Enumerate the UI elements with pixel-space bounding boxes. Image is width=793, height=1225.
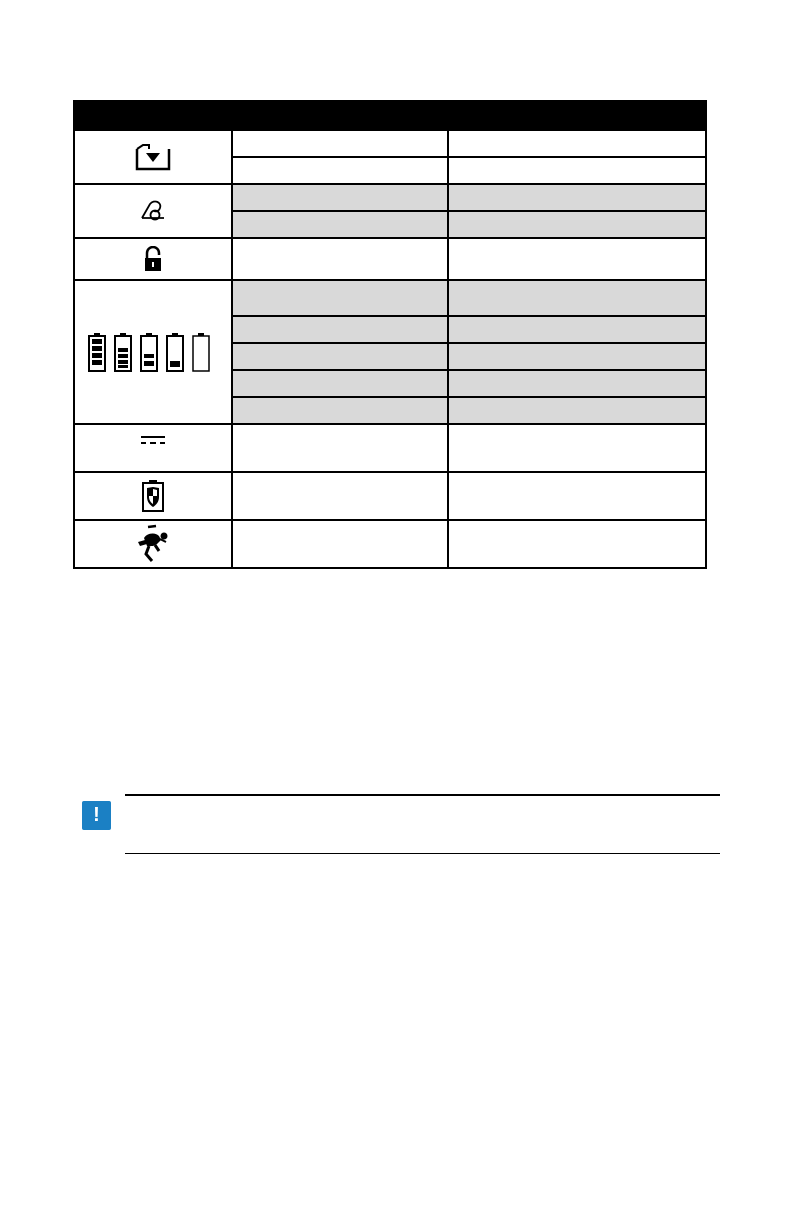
- header-cell: [448, 101, 706, 130]
- table-row: [74, 238, 706, 280]
- dc-power-icon: [140, 435, 166, 445]
- padlock-icon: [143, 246, 163, 272]
- icon-cell: [74, 238, 232, 280]
- table-cell: [448, 520, 706, 568]
- table-cell: [448, 343, 706, 370]
- battery-levels-icon: [87, 331, 219, 373]
- table-cell: [232, 370, 448, 397]
- table-cell: [448, 211, 706, 238]
- table-row: [74, 184, 706, 211]
- table-cell: [448, 472, 706, 520]
- table-cell: [232, 316, 448, 343]
- table-cell: [232, 343, 448, 370]
- icon-reference-table: [73, 100, 707, 569]
- header-cell: [232, 101, 448, 130]
- table-cell: [448, 184, 706, 211]
- ribbon-loop-icon: [138, 200, 168, 222]
- table-cell: [232, 520, 448, 568]
- running-figure-icon: [135, 524, 171, 564]
- table-cell: [232, 184, 448, 211]
- header-cell: [74, 101, 232, 130]
- table-cell: [448, 130, 706, 157]
- table-cell: [448, 280, 706, 316]
- tray-down-arrow-icon: [135, 143, 171, 171]
- note-top-rule: [125, 794, 720, 796]
- note-bottom-rule: [125, 853, 720, 854]
- table-row: [74, 520, 706, 568]
- table-cell: [232, 211, 448, 238]
- table-cell: [232, 157, 448, 184]
- table-cell: [448, 424, 706, 472]
- icon-cell: [74, 424, 232, 472]
- table-header-row: [74, 101, 706, 130]
- table-cell: [448, 370, 706, 397]
- table-cell: [232, 397, 448, 424]
- table-cell: [448, 316, 706, 343]
- table-cell: [232, 424, 448, 472]
- table-cell: [232, 130, 448, 157]
- icon-cell: [74, 130, 232, 184]
- important-note-icon: !: [82, 801, 111, 830]
- icon-cell: [74, 520, 232, 568]
- battery-shield-icon: [141, 479, 165, 513]
- table-cell: [232, 280, 448, 316]
- table-row: [74, 424, 706, 472]
- table-cell: [448, 157, 706, 184]
- icon-cell: [74, 184, 232, 238]
- table-cell: [448, 397, 706, 424]
- table-row: [74, 472, 706, 520]
- table-row: [74, 280, 706, 316]
- table-cell: [232, 238, 448, 280]
- table-row: [74, 130, 706, 157]
- icon-cell: [74, 472, 232, 520]
- table-cell: [448, 238, 706, 280]
- table-cell: [232, 472, 448, 520]
- icon-cell: [74, 280, 232, 424]
